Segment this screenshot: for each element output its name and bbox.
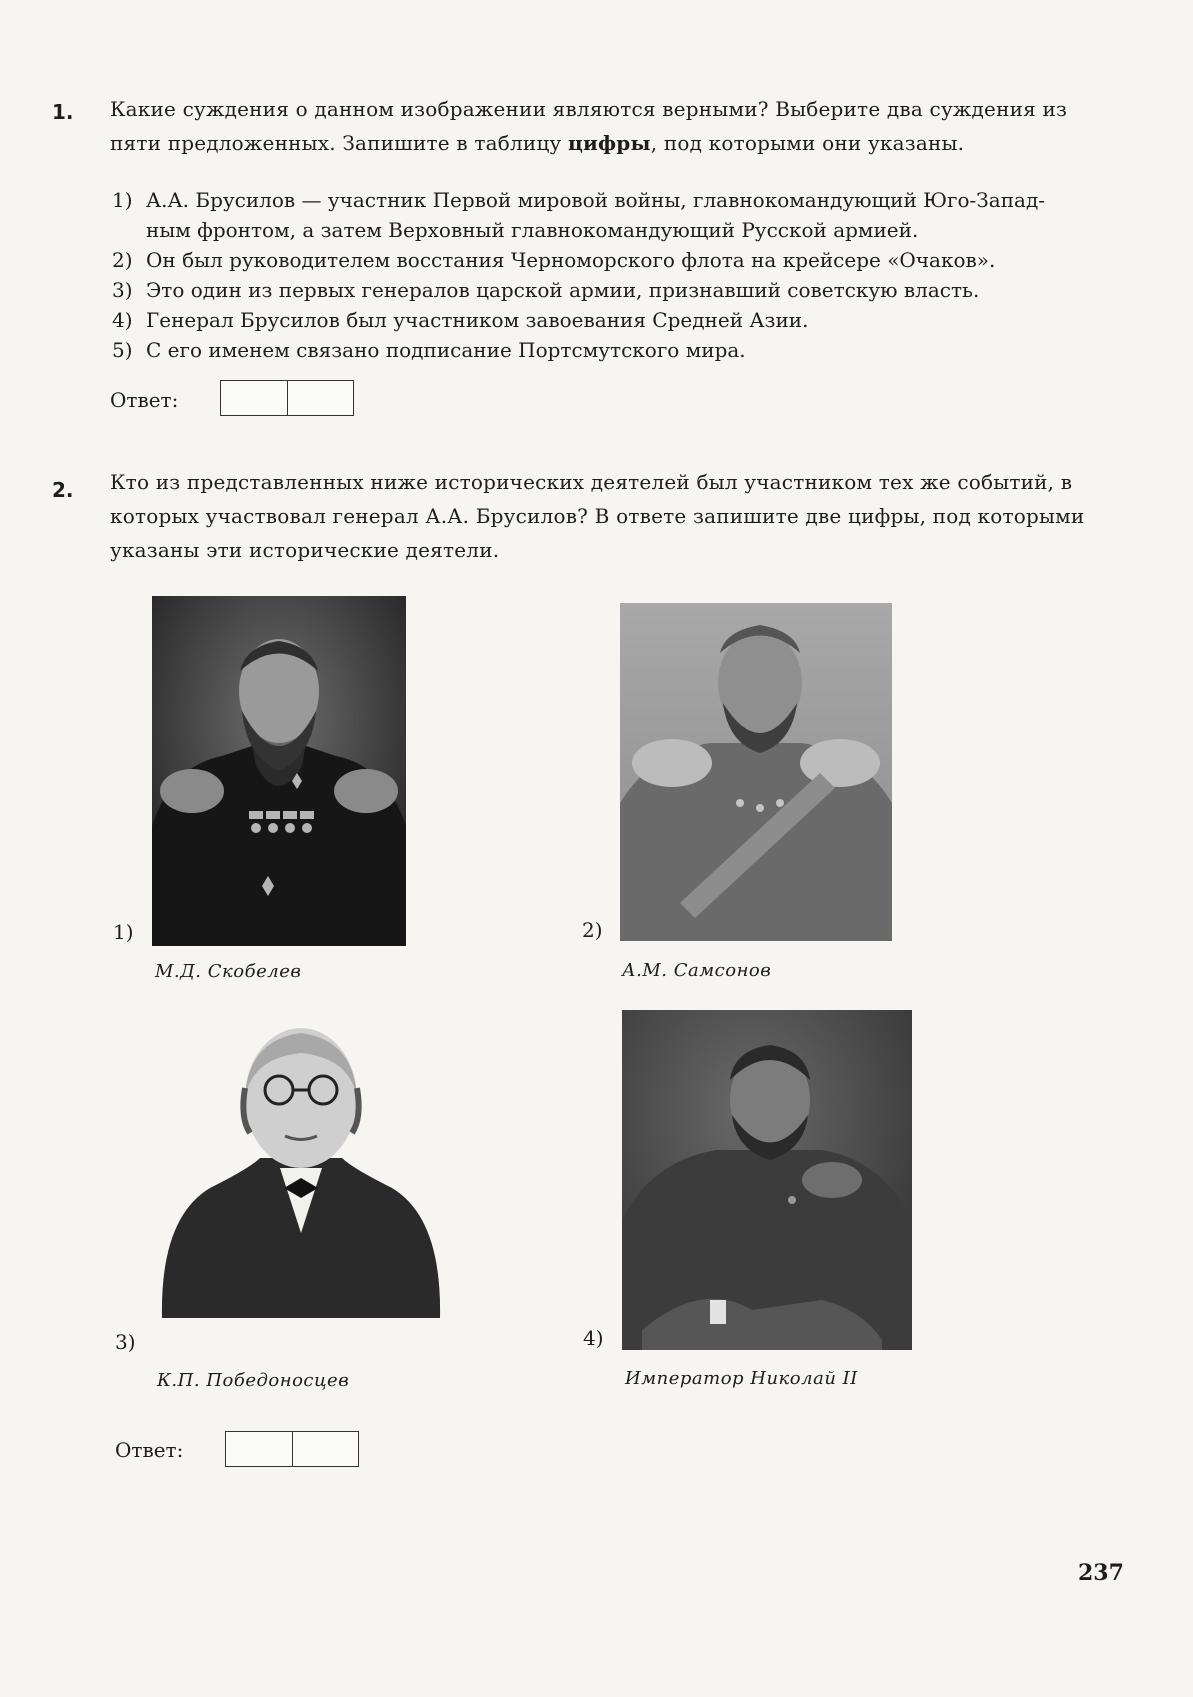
portrait-3-caption: К.П. Победоносцев — [157, 1370, 350, 1391]
portrait-3-number: 3) — [115, 1330, 136, 1354]
portrait-2-number: 2) — [582, 918, 603, 942]
option-2: 2) Он был руководителем восстания Черноморского флота на крейсере «Очаков». — [112, 248, 996, 272]
question-1-answer-label: Ответ: — [110, 388, 179, 412]
question-1-line-2: пяти предложенных. Запишите в таблицу цифры, под которыми они указаны. — [110, 131, 965, 155]
option-1: 1) А.А. Брусилов — участник Первой мировой войны, главнокомандующий Юго-Запад- ным фронтом, а затем Верховный главнокомандующий Русской армией. — [112, 188, 1046, 242]
question-1-line-1: Какие суждения о данном изображении являются верными? Выберите два суждения из — [110, 97, 1068, 121]
portrait-1-caption: М.Д. Скобелев — [155, 961, 302, 982]
question-2-text — [110, 465, 1120, 567]
portrait-skobelev — [152, 596, 406, 946]
answer-cell-1[interactable] — [221, 381, 287, 415]
option-5: 5) С его именем связано подписание Портсмутского мира. — [112, 338, 746, 362]
answer-cell-2[interactable] — [292, 1432, 359, 1466]
portrait-4-number: 4) — [583, 1326, 604, 1350]
question-2-answer-box[interactable] — [225, 1431, 359, 1467]
portrait-samsonov — [620, 603, 892, 941]
question-1-options — [112, 185, 1122, 365]
option-4: 4) Генерал Брусилов был участником завоевания Средней Азии. — [112, 308, 809, 332]
question-1-text — [110, 92, 1120, 160]
question-2-answer-label: Ответ: — [115, 1438, 184, 1462]
portrait-1-number: 1) — [113, 920, 134, 944]
option-3: 3) Это один из первых генералов царской армии, признавший советскую власть. — [112, 278, 980, 302]
question-2-line-2: которых участвовал генерал А.А. Брусилов? В ответе запишите две цифры, под которыми — [110, 504, 1085, 528]
page-number: 237 — [1078, 1560, 1124, 1586]
question-1-bold-word: цифры — [568, 131, 651, 155]
portrait-pobedonostsev — [160, 1018, 442, 1318]
portrait-nicholas-ii — [622, 1010, 912, 1350]
question-2-line-3: указаны эти исторические деятели. — [110, 538, 500, 562]
question-1-answer-box[interactable] — [220, 380, 354, 416]
question-2-number: 2. — [52, 478, 74, 502]
question-1-number: 1. — [52, 100, 74, 124]
answer-cell-2[interactable] — [287, 381, 354, 415]
question-2-line-1: Кто из представленных ниже исторических деятелей был участником тех же событий, в — [110, 470, 1073, 494]
answer-cell-1[interactable] — [226, 1432, 292, 1466]
portrait-4-caption: Император Николай II — [625, 1368, 858, 1389]
portrait-2-caption: А.М. Самсонов — [622, 960, 772, 981]
